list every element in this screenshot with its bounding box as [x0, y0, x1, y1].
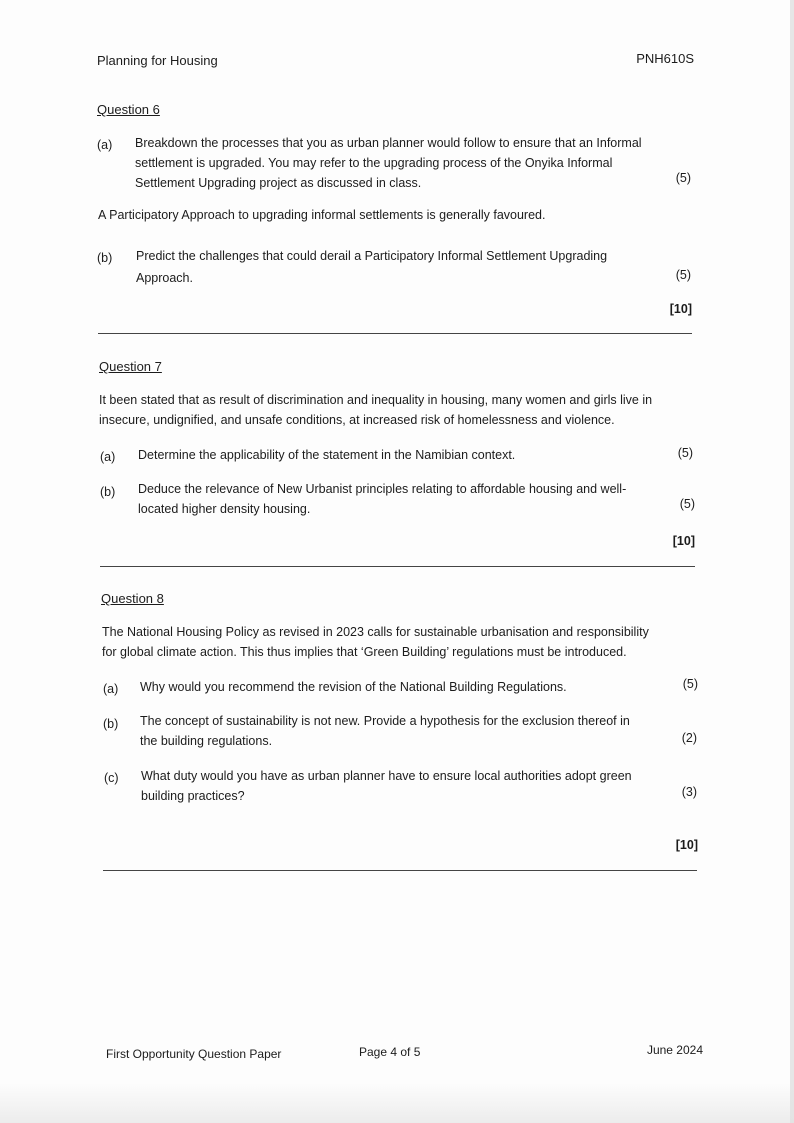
- footer-paper-type: First Opportunity Question Paper: [106, 1047, 282, 1061]
- q8-a-marks: (5): [682, 677, 698, 691]
- q7-intro: It been stated that as result of discrimination and inequality in housing, many women and girls live in insecure, undignified, and unsafe conditions, at increased risk of homelessness and violence.: [99, 393, 653, 427]
- q8-b-label: (b): [103, 717, 119, 731]
- q7-b-label: (b): [100, 485, 116, 499]
- q8-a-text: Why would you recommend the revision of the National Building Regulations.: [140, 680, 567, 694]
- q6-total: [10]: [669, 302, 692, 316]
- q7-b-text: Deduce the relevance of New Urbanist principles relating to affordable housing and well- located higher density housing.: [138, 482, 627, 516]
- q6-divider: [98, 333, 692, 334]
- q7-a-text: Determine the applicability of the statement in the Namibian context.: [138, 448, 516, 462]
- scan-shadow: [0, 1083, 794, 1123]
- q7-a-marks: (5): [677, 446, 693, 460]
- q8-total: [10]: [675, 838, 698, 852]
- question-8-title: Question 8: [101, 591, 164, 606]
- q8-c-text: What duty would you have as urban planner have to ensure local authorities adopt green building practices?: [141, 769, 632, 803]
- q8-a-label: (a): [103, 682, 119, 696]
- q8-c-label: (c): [104, 771, 119, 785]
- q6-b-label: (b): [97, 251, 113, 265]
- q8-intro: The National Housing Policy as revised in 2023 calls for sustainable urbanisation and responsibility for global climate action. This thus implies that ‘Green Building’ regulations must be introduced.: [102, 625, 649, 659]
- q7-divider: [100, 566, 695, 567]
- q7-total: [10]: [672, 534, 695, 548]
- course-title: Planning for Housing: [97, 53, 218, 68]
- q6-b-marks: (5): [675, 268, 691, 282]
- q7-a-label: (a): [100, 450, 116, 464]
- q6-a-text: Breakdown the processes that you as urban planner would follow to ensure that an Informal settlement is upgraded. You may refer to the upgrading process of the Onyika Informal Settlement Upgrading project as discussed in class.: [135, 136, 642, 190]
- footer-page-number: Page 4 of 5: [359, 1045, 421, 1059]
- q6-intro: A Participatory Approach to upgrading informal settlements is generally favoured.: [98, 208, 546, 222]
- question-7-title: Question 7: [99, 359, 162, 374]
- page-edge: [790, 0, 794, 1123]
- question-6-title: Question 6: [97, 102, 160, 117]
- footer-date: June 2024: [646, 1043, 703, 1057]
- q7-b-marks: (5): [679, 497, 695, 511]
- q8-b-text: The concept of sustainability is not new. Provide a hypothesis for the exclusion thereof in the building regulations.: [140, 714, 630, 748]
- q6-b-text: Predict the challenges that could derail a Participatory Informal Settlement Upgrading Approach.: [136, 249, 608, 285]
- q8-c-marks: (3): [681, 785, 697, 799]
- q8-divider: [103, 870, 697, 871]
- q6-a-marks: (5): [675, 171, 691, 185]
- q6-a-label: (a): [97, 138, 113, 152]
- course-code: PNH610S: [636, 51, 694, 66]
- q8-b-marks: (2): [681, 731, 697, 745]
